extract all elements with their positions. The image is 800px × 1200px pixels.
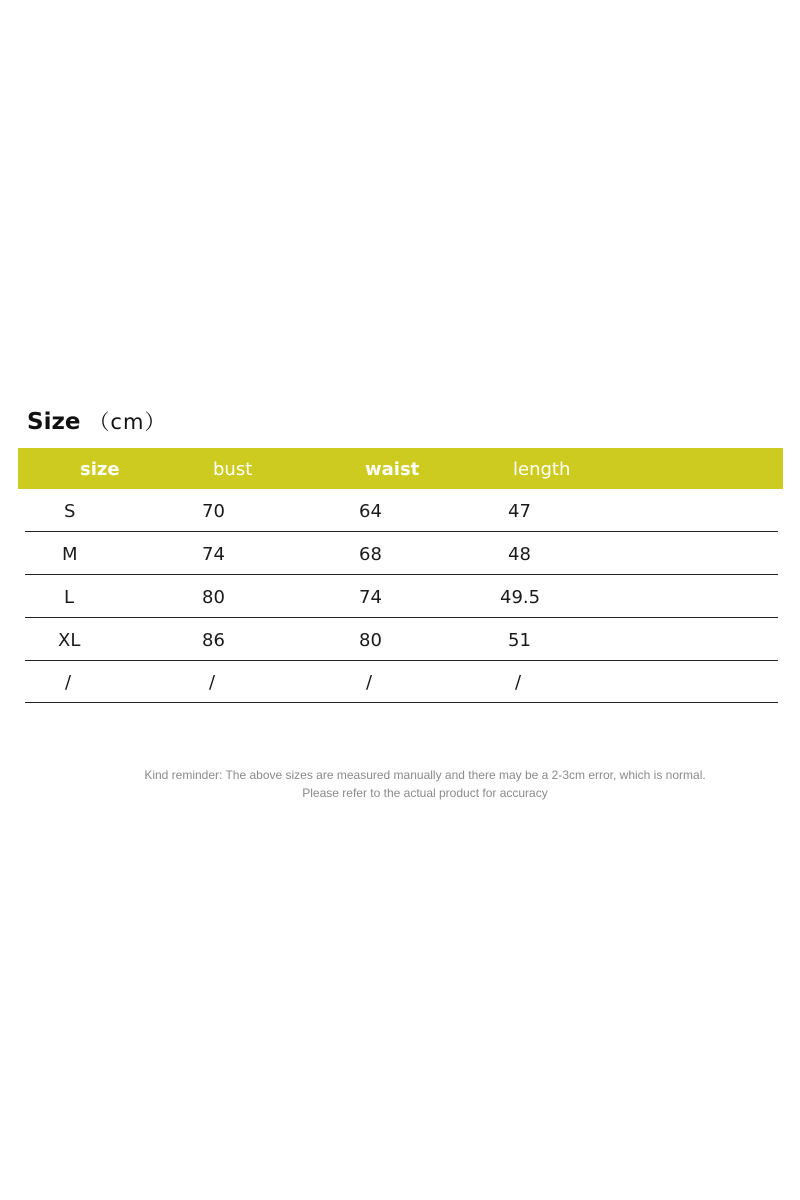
header-size: size: [80, 459, 120, 480]
cell-length: 47: [508, 501, 531, 522]
cell-size: S: [64, 501, 76, 522]
title-unit: （cm）: [88, 410, 167, 434]
cell-size: XL: [58, 630, 81, 651]
disclaimer-line-2: Please refer to the actual product for accuracy: [302, 786, 548, 800]
header-bust: bust: [213, 459, 253, 480]
table-row: [25, 489, 778, 532]
title-main: Size: [27, 409, 81, 435]
cell-waist: 80: [359, 630, 382, 651]
cell-waist: /: [366, 672, 373, 693]
header-length: length: [513, 459, 571, 480]
size-chart-title: [27, 404, 166, 440]
table-row: [25, 532, 778, 575]
table-header-band: [18, 448, 783, 489]
cell-bust: /: [209, 672, 216, 693]
cell-length: 51: [508, 630, 531, 651]
disclaimer-line-1: Kind reminder: The above sizes are measured manually and there may be a 2-3cm error, which is normal.: [144, 768, 706, 782]
cell-size: M: [62, 544, 78, 565]
cell-bust: 70: [202, 501, 225, 522]
header-waist: waist: [365, 459, 420, 480]
cell-size: /: [65, 672, 72, 693]
cell-length: 49.5: [500, 587, 541, 608]
cell-length: /: [515, 672, 522, 693]
table-row: [25, 660, 778, 703]
cell-length: 48: [508, 544, 531, 565]
cell-bust: 86: [202, 630, 225, 651]
size-disclaimer: [60, 766, 790, 802]
table-row: [25, 575, 778, 618]
cell-waist: 68: [359, 544, 382, 565]
cell-bust: 80: [202, 587, 225, 608]
cell-size: L: [64, 587, 75, 608]
cell-waist: 64: [359, 501, 382, 522]
cell-bust: 74: [202, 544, 225, 565]
table-row: [25, 618, 778, 661]
cell-waist: 74: [359, 587, 382, 608]
